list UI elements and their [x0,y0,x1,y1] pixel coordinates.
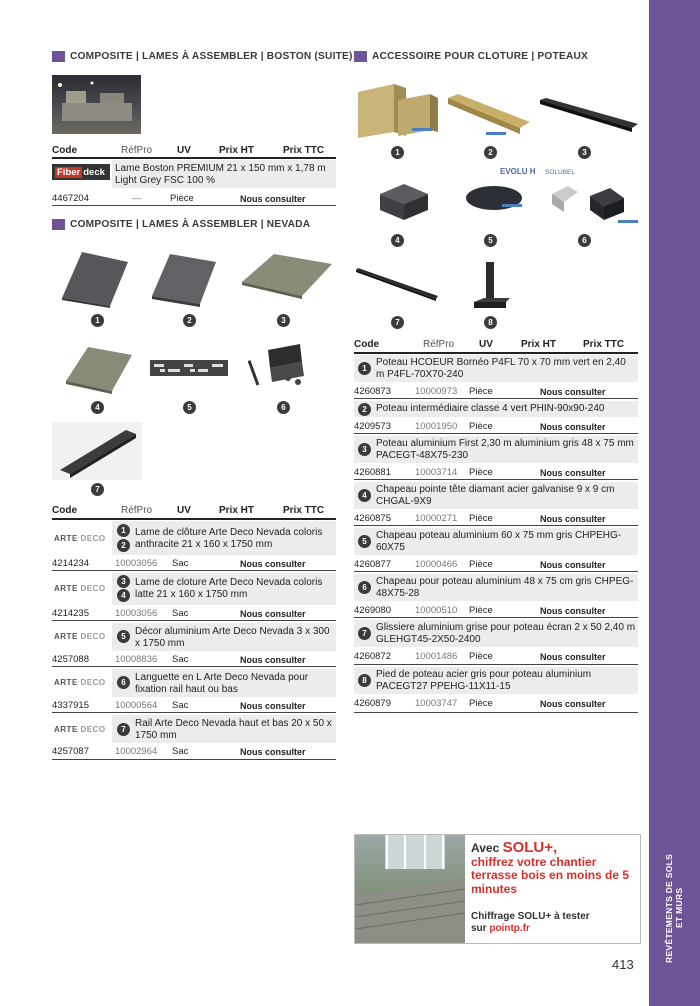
image-number-badge: 6 [578,234,591,247]
row-number-badge: 5 [117,630,130,643]
section-square-icon [354,51,367,62]
product-uv: Pièce [469,386,493,397]
row-number-badge: 2 [117,539,130,552]
row-rule [354,479,638,480]
header-code: Code [52,145,77,156]
terrace-photo [355,835,465,944]
header-rule [354,352,638,354]
row-number-badge: 6 [117,676,130,689]
row-number-badge: 4 [117,589,130,602]
product-uv: Pièce [170,193,194,204]
header-rule [52,157,336,159]
row-number-badge: 3 [358,443,371,456]
section-title-text: COMPOSITE | LAMES À ASSEMBLER | NEVADA [70,219,311,230]
product-code: 4209573 [354,421,391,432]
row-rule [354,664,638,665]
product-description: Poteau HCOEUR Bornéo P4FL 70 x 70 mm vert en 2,40 m P4FL-70X70-240 [376,357,626,380]
product-description: Poteau aluminium First 2,30 m aluminium gris 48 x 75 mm PACEGT-48X75-230 [376,438,634,461]
header-prix-ttc: Prix TTC [283,145,325,156]
product-uv: Pièce [469,698,493,709]
image-number-badge: 4 [91,401,104,414]
image-number-badge: 5 [183,401,196,414]
image-number-badge: 7 [391,316,404,329]
product-refpro: 10001486 [415,651,458,662]
nevada-board-latte-image [240,250,335,300]
image-number-badge: 1 [91,314,104,327]
product-description: Lame Boston PREMIUM 21 x 150 mm x 1,78 m Light Grey FSC 100 % [115,163,326,186]
header-refpro: RéfPro [121,505,153,516]
product-code: 4257087 [52,746,89,757]
section-title-nevada [52,219,310,230]
header-code: Code [354,339,379,350]
chapeau-poteau-aluminium-image [464,180,524,216]
row-rule [52,620,336,621]
row-number-badge: 4 [358,489,371,502]
row-number-badge: 7 [358,627,371,640]
product-refpro: 10000973 [415,386,458,397]
row-rule [52,570,336,571]
product-description: Rail Arte Deco Nevada haut et bas 20 x 50 x 1750 mm [135,718,332,741]
solubel-label: SOLUBEL [545,169,575,176]
product-code: 4337915 [52,700,89,711]
product-uv: Sac [172,558,189,569]
section-square-icon [52,219,65,230]
product-uv: Pièce [469,421,493,432]
product-description: Lame de clôture Arte Deco Nevada coloris anthracite 21 x 160 x 1750 mm [135,527,323,550]
product-price: Nous consulter [540,422,606,432]
fiberdeck-logo: Fiber deck [52,164,110,180]
ad-headline: Avec SOLU+, chiffrez votre chantier terrasse bois en moins de 5 minutes [471,839,630,896]
product-code: 4260879 [354,698,391,709]
row-rule [354,525,638,526]
product-code: 4260881 [354,467,391,478]
product-description: Lame de cloture Arte Deco Nevada coloris latte 21 x 160 x 1750 mm [135,577,323,600]
row-rule [354,617,638,618]
image-number-badge: 2 [484,146,497,159]
product-code: 4260872 [354,651,391,662]
product-refpro: 10008836 [115,654,158,665]
arte-deco-logo: ARTE DECO [54,584,106,593]
solu-plus-ad[interactable] [354,834,641,944]
product-description: Décor aluminium Arte Deco Nevada 3 x 300 x 1750 mm [135,626,330,649]
section-title-boston [52,51,353,62]
product-uv: Pièce [469,559,493,570]
poteau-bois-image [354,80,440,140]
poteau-intermediaire-image [446,92,532,138]
product-uv: Sac [172,746,189,757]
product-description: Glissiere aluminium grise pour poteau écran 2 x 50 2,40 m GLEHGT45-2X50-2400 [376,622,636,645]
product-refpro: 10001950 [415,421,458,432]
header-prix-ht: Prix HT [219,145,255,156]
product-price: Nous consulter [540,652,606,662]
arte-deco-logo: ARTE DECO [54,678,106,687]
header-code: Code [52,505,77,516]
product-uv: Pièce [469,467,493,478]
row-rule [52,666,336,667]
section-square-icon [52,51,65,62]
row-number-badge: 1 [117,524,130,537]
product-price: Nous consulter [240,701,306,711]
product-refpro: 10000510 [415,605,458,616]
header-refpro: RéfPro [121,145,153,156]
image-number-badge: 1 [391,146,404,159]
row-number-badge: 1 [358,362,371,375]
product-refpro: 10000564 [115,700,158,711]
section-title-poteaux [354,51,588,62]
product-code: 4214234 [52,558,89,569]
product-price: Nous consulter [540,606,606,616]
image-number-badge: 7 [91,483,104,496]
page-number: 413 [612,957,634,972]
nevada-l-tab-image [248,340,318,390]
product-price: Nous consulter [240,194,306,204]
pied-poteau-image [470,260,510,314]
chapeau-poteau-48x75-image [548,180,642,226]
product-code: 4260873 [354,386,391,397]
image-number-badge: 4 [391,234,404,247]
image-number-badge: 2 [183,314,196,327]
product-refpro: 10000466 [415,559,458,570]
section-title-text: ACCESSOIRE POUR CLOTURE | POTEAUX [372,51,589,62]
product-description: Languette en L Arte Deco Nevada pour fixation rail haut ou bas [135,672,309,695]
header-prix-ttc: Prix TTC [283,505,325,516]
header-uv: UV [177,145,191,156]
product-price: Nous consulter [240,747,306,757]
row-rule [354,433,638,434]
row-number-badge: 3 [117,575,130,588]
product-description: Chapeau pour poteau aluminium 48 x 75 cm gris CHPEG-48X75-28 [376,576,634,599]
image-number-badge: 6 [277,401,290,414]
product-uv: Sac [172,654,189,665]
row-number-badge: 5 [358,535,371,548]
product-description: Chapeau poteau aluminium 60 x 75 mm gris CHPEHG-60X75 [376,530,622,553]
section-title-text: COMPOSITE | LAMES À ASSEMBLER | BOSTON (SUITE) [70,51,353,62]
header-prix-ttc: Prix TTC [583,339,625,350]
row-number-badge: 8 [358,674,371,687]
product-code: 4260875 [354,513,391,524]
header-prix-ht: Prix HT [219,505,255,516]
header-refpro: RéfPro [423,339,455,350]
product-price: Nous consulter [240,609,306,619]
nevada-board-anthracite-image [58,248,130,308]
product-description: Pied de poteau acier gris pour poteau aluminium PACEGT27 PPEHG-11X11-15 [376,669,592,692]
product-price: Nous consulter [540,699,606,709]
row-number-badge: 7 [117,723,130,736]
product-uv: Sac [172,700,189,711]
nevada-decor-aluminium-image [150,358,228,378]
nevada-board-latte-2-image [62,343,134,395]
product-code: 4214235 [52,608,89,619]
header-uv: UV [479,339,493,350]
product-refpro: 10003056 [115,558,158,569]
boston-product-photo [52,75,141,134]
row-rule [354,712,638,713]
row-rule [52,759,336,760]
product-refpro: 10002964 [115,746,158,757]
product-price: Nous consulter [540,560,606,570]
product-uv: Pièce [469,605,493,616]
arte-deco-logo: ARTE DECO [54,534,106,543]
pointp-link[interactable]: pointp.fr [489,923,530,934]
image-number-badge: 8 [484,316,497,329]
header-uv: UV [177,505,191,516]
product-description: Poteau intermédiaire classe 4 vert PHIN-90x90-240 [376,403,605,414]
product-refpro: 10000271 [415,513,458,524]
product-refpro: 10003714 [415,467,458,478]
product-refpro: 10003056 [115,608,158,619]
product-description: Chapeau pointe tête diamant acier galvanise 9 x 9 cm CHGAL-9X9 [376,484,615,507]
arte-deco-logo: ARTE DECO [54,632,106,641]
row-number-badge: 2 [358,403,371,416]
product-code: 4257088 [52,654,89,665]
product-refpro: 10003747 [415,698,458,709]
poteau-aluminium-image [538,96,642,136]
arte-deco-logo: ARTE DECO [54,725,106,734]
product-refpro: — [132,193,142,204]
row-rule [354,398,638,399]
row-number-badge: 6 [358,581,371,594]
ad-subline: Chiffrage SOLU+ à tester sur pointp.fr [471,911,590,934]
header-prix-ht: Prix HT [521,339,557,350]
row-rule [52,205,336,206]
nevada-board-anthracite-2-image [148,250,220,308]
product-code: 4467204 [52,193,89,204]
product-price: Nous consulter [240,655,306,665]
row-rule [52,712,336,713]
image-number-badge: 5 [484,234,497,247]
row-rule [354,571,638,572]
image-number-badge: 3 [277,314,290,327]
product-uv: Pièce [469,651,493,662]
product-code: 4269080 [354,605,391,616]
product-uv: Sac [172,608,189,619]
nevada-rail-image [52,422,142,480]
chapeau-diamant-image [376,176,432,226]
header-rule [52,518,336,520]
image-number-badge: 3 [578,146,591,159]
product-price: Nous consulter [240,559,306,569]
product-uv: Pièce [469,513,493,524]
sidebar-label: REVÊTEMENTS DE SOLS ET MURS [664,853,684,963]
glissiere-aluminium-image [354,264,440,304]
product-code: 4260877 [354,559,391,570]
product-price: Nous consulter [540,387,606,397]
product-price: Nous consulter [540,514,606,524]
product-price: Nous consulter [540,468,606,478]
evoluh-label: EVOLU H [500,167,536,176]
